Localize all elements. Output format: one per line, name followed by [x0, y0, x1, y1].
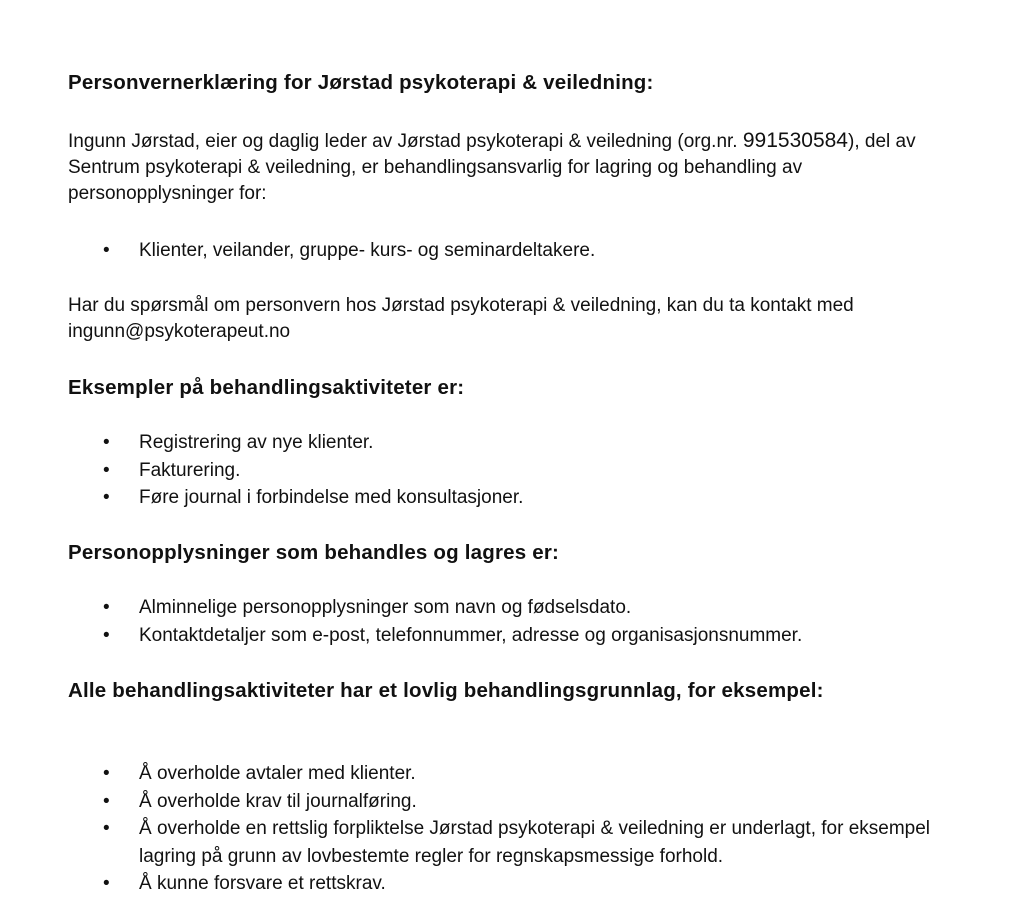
list-item-text: Fakturering.: [139, 459, 241, 481]
list-item-text: Å kunne forsvare et rettskrav.: [139, 873, 386, 894]
list-item-text: Alminnelige personopplysninger som navn og fødselsdato.: [139, 597, 632, 618]
list-item: [68, 237, 968, 265]
list-item-text: Å overholde avtaler med klienter.: [139, 763, 416, 784]
list-item-text: Registrering av nye klienter.: [139, 432, 374, 453]
list-item: [68, 622, 968, 650]
bullet-icon: •: [103, 432, 110, 453]
list-item: [68, 429, 968, 457]
legal-basis-heading: Alle behandlingsaktiviteter har et lovlig behandlingsgrunnlag, for eksempel:: [68, 679, 824, 702]
legal-basis-list: [68, 760, 968, 898]
list-item-text: Kontaktdetaljer som e-post, telefonnummer, adresse og organisasjonsnummer.: [139, 624, 803, 646]
list-item: [68, 457, 968, 485]
list-item: [68, 594, 968, 622]
data-types-list: [68, 594, 968, 649]
contact-paragraph: Har du spørsmål om personvern hos Jørstad psykoterapi & veiledning, kan du ta kontakt med ingunn@psykoterapeut.no: [68, 295, 854, 342]
bullet-icon: •: [103, 873, 110, 894]
intro-text-start: Ingunn Jørstad, eier og daglig leder av Jørstad psykoterapi & veiledning (org.nr.: [68, 131, 743, 152]
list-item-text: Å overholde krav til journalføring.: [139, 790, 417, 812]
list-item-text: Å overholde en rettslig forpliktelse Jørstad psykoterapi & veiledning er underlagt, for eksempel lagring på grunn av lovbestemte regler for regnskapsmessige forhold.: [139, 818, 931, 867]
activities-heading: Eksempler på behandlingsaktiviteter er:: [68, 376, 465, 399]
list-item: [68, 870, 968, 898]
list-item-text: Føre journal i forbindelse med konsultasjoner.: [139, 487, 524, 508]
intro-text-end: ), del av Sentrum psykoterapi & veiledning, er behandlingsansvarlig for lagring og behandling av personopplysninger for:: [68, 131, 916, 204]
list-item: [68, 760, 968, 788]
bullet-icon: •: [103, 763, 110, 784]
bullet-icon: •: [103, 459, 110, 481]
bullet-icon: •: [103, 597, 110, 618]
org-number: 991530584: [742, 129, 848, 152]
document-title: Personvernerklæring for Jørstad psykoterapi & veiledning:: [68, 71, 654, 94]
activities-list: [68, 429, 968, 512]
list-item: [68, 484, 968, 512]
bullet-icon: •: [103, 818, 110, 839]
bullet-icon: •: [103, 240, 110, 261]
intro-paragraph: [68, 128, 968, 207]
subjects-list: [68, 237, 968, 265]
data-types-heading: Personopplysninger som behandles og lagres er:: [68, 541, 560, 564]
list-item-text: Klienter, veilander, gruppe- kurs- og seminardeltakere.: [139, 240, 596, 261]
list-item: [68, 788, 968, 816]
list-item: [68, 815, 968, 870]
bullet-icon: •: [103, 487, 110, 508]
bullet-icon: •: [103, 624, 110, 646]
bullet-icon: •: [103, 790, 110, 812]
